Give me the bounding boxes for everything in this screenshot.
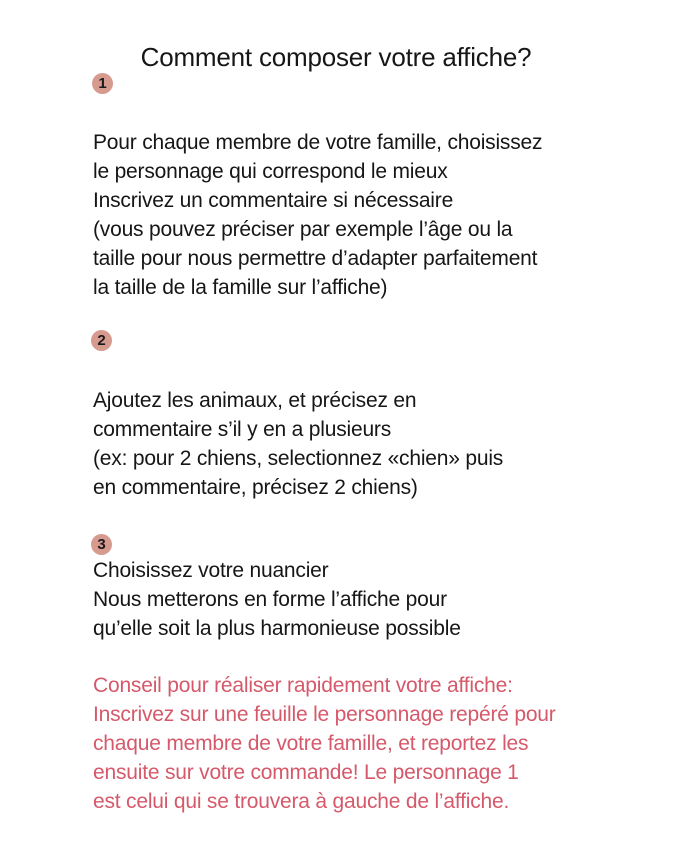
text-line: (vous pouvez préciser par exemple l’âge ou la (93, 218, 513, 241)
step-3-badge (91, 534, 112, 555)
tip-line: chaque membre de votre famille, et reportez les (93, 732, 529, 755)
text-line: taille pour nous permettre d’adapter parfaitement (93, 247, 538, 270)
tip-line: Inscrivez sur une feuille le personnage repéré pour (93, 703, 556, 726)
step-2-badge (91, 330, 112, 351)
step-2-paragraph (93, 386, 503, 502)
step-1-badge (92, 73, 113, 94)
text-line: Ajoutez les animaux, et précisez en (93, 389, 417, 412)
step-2-number: 2 (97, 332, 106, 349)
text-line: commentaire s’il y en a plusieurs (93, 418, 392, 441)
tip-paragraph (93, 671, 556, 816)
text-line: en commentaire, précisez 2 chiens) (93, 476, 418, 499)
text-line: (ex: pour 2 chiens, selectionnez «chien» puis (93, 447, 504, 470)
text-line: Choisissez votre nuancier (93, 559, 329, 582)
text-line: Nous metterons en forme l’affiche pour (93, 588, 447, 611)
tip-line: Conseil pour réaliser rapidement votre affiche: (93, 674, 513, 697)
text-line: le personnage qui correspond le mieux (93, 160, 448, 183)
step-1-number: 1 (98, 75, 107, 92)
text-line: la taille de la famille sur l’affiche) (93, 276, 388, 299)
step-3-number: 3 (97, 536, 106, 553)
text-line: Pour chaque membre de votre famille, choisissez (93, 131, 543, 154)
text-line: Inscrivez un commentaire si nécessaire (93, 189, 454, 212)
step-3-paragraph (93, 556, 461, 643)
tip-line: ensuite sur votre commande! Le personnage 1 (93, 761, 519, 784)
tip-line: est celui qui se trouvera à gauche de l’affiche. (93, 790, 510, 813)
text-line: qu’elle soit la plus harmonieuse possible (93, 617, 461, 640)
page-title: Comment composer votre affiche? (140, 42, 532, 72)
step-1-paragraph (93, 128, 542, 302)
